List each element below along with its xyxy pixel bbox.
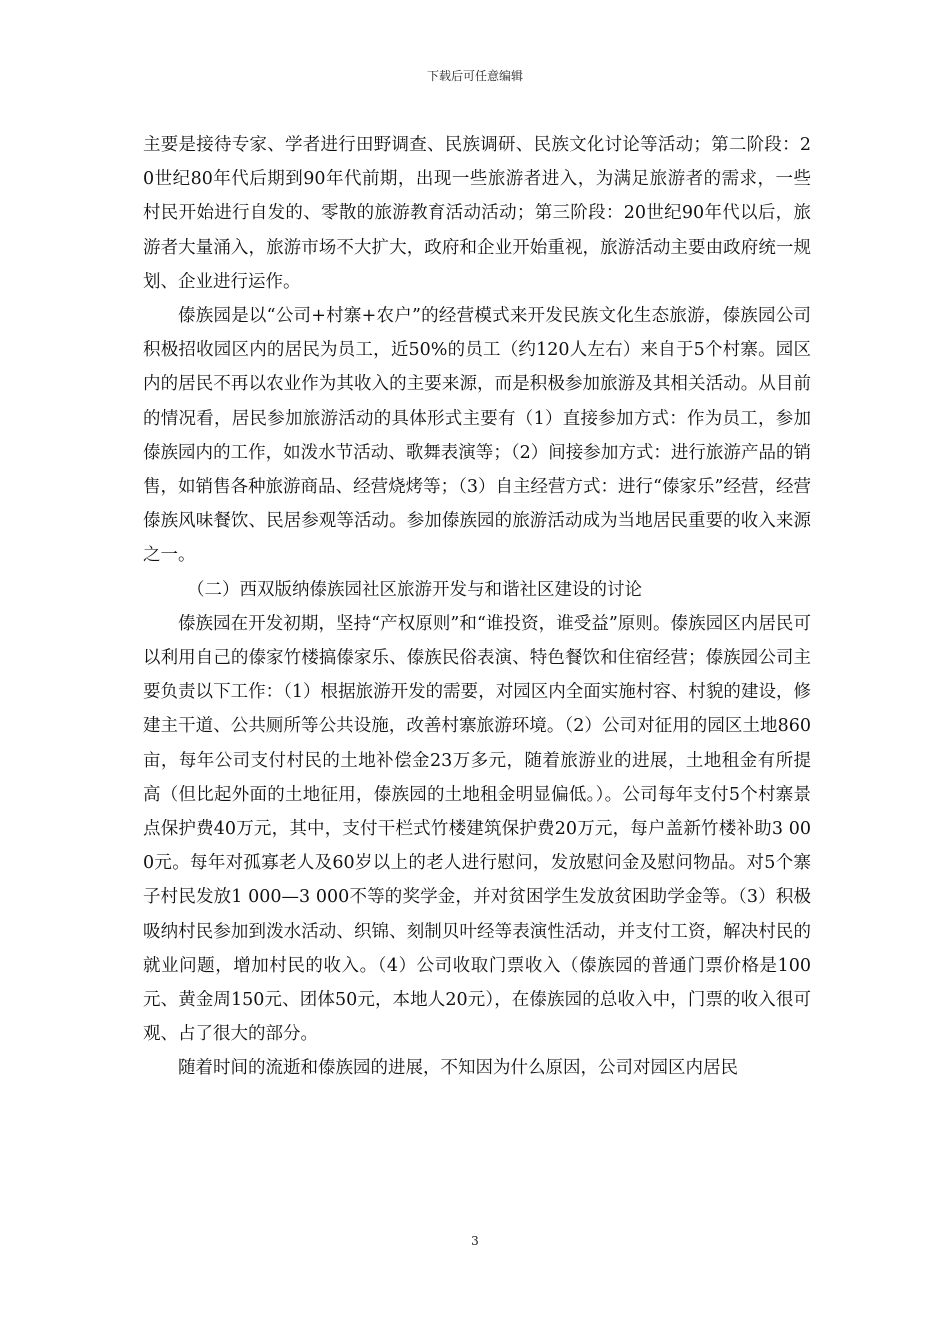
page-header: 下载后可任意编辑 [426, 69, 523, 83]
page-number: 3 [471, 1234, 479, 1248]
paragraph-3: 傣族园在开发初期，坚持“产权原则”和“谁投资，谁受益”原则。傣族园区内居民可以利用自己的傣家竹楼搞傣家乐、傣族民俗表演、特色餐饮和住宿经营；傣族园公司主要负责以下工作：（1）根据旅游开发的需要，对园区内全面实施村容、村貌的建设，修建主干道、公共厕所等公共设施，改善村寨旅游环境。（2）公司对征用的园区土地860亩，每年公司支付村民的土地补偿金23万多元，随着旅游业的进展，土地租金有所提高（但比起外面的土地征用，傣族园的土地租金明显偏低。）。公司每年支付5个村寨景点保护费40万元，其中，支付干栏式竹楼建筑保护费20万元，每户盖新竹楼补助3 000元。每年对孤寡老人及60岁以上的老人进行慰问，发放慰问金及慰问物品。对5个寨子村民发放1 000—3 000不等的奖学金，并对贫困学生发放贫困助学金等。（3）积极吸纳村民参加到泼水活动、织锦、刻制贝叶经等表演性活动，并支付工资，解决村民的就业问题，增加村民的收入。（4）公司收取门票收入（傣族园的普通门票价格是100元、黄金周150元、团体50元，本地人20元），在傣族园的总收入中，门票的收入很可观、占了很大的部分。 [143, 613, 811, 1045]
paragraph-2: 傣族园是以“公司+村寨+农户”的经营模式来开发民族文化生态旅游，傣族园公司积极招收园区内的居民为员工，近50%的员工（约120人左右）来自于5个村寨。园区内的居民不再以农业作为其收入的主要来源，而是积极参加旅游及其相关活动。从目前的情况看，居民参加旅游活动的具体形式主要有（1）直接参加方式：作为员工，参加傣族园内的工作，如泼水节活动、歌舞表演等；（2）间接参加方式：进行旅游产品的销售，如销售各种旅游商品、经营烧烤等；（3）自主经营方式：进行“傣家乐”经营，经营傣族风味餐饮、民居参观等活动。参加傣族园的旅游活动成为当地居民重要的收入来源之一。 [143, 306, 811, 566]
document-body [143, 128, 811, 1086]
paragraph-4: 随着时间的流逝和傣族园的进展，不知因为什么原因，公司对园区内居民 [178, 1058, 738, 1079]
section-heading: （二）西双版纳傣族园社区旅游开发与和谐社区建设的讨论 [187, 579, 642, 600]
paragraph-1: 主要是接待专家、学者进行田野调查、民族调研、民族文化讨论等活动；第二阶段：20世纪80年代后期到90年代前期，出现一些旅游者进入，为满足旅游者的需求，一些村民开始进行自发的、零散的旅游教育活动活动；第三阶段：20世纪90年代以后，旅游者大量涌入，旅游市场不大扩大，政府和企业开始重视，旅游活动主要由政府统一规划、企业进行运作。 [143, 135, 811, 292]
